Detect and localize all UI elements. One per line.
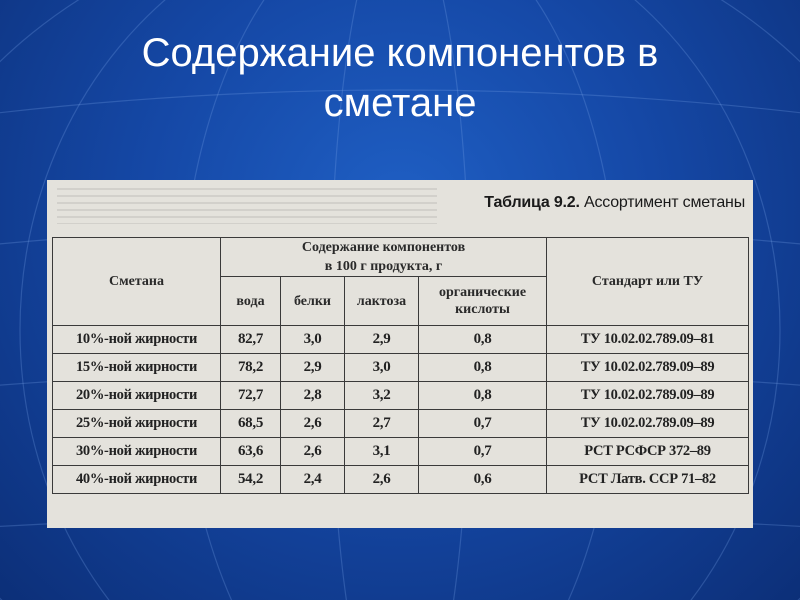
header-acids-line1: органические [438, 285, 527, 300]
slide-title: Содержание компонентов в сметане [141, 31, 659, 125]
header-acids-line2: кислоты [455, 302, 510, 317]
cell-water: 68,5 [221, 410, 281, 438]
table-caption-text: Ассортимент сметаны [583, 194, 745, 211]
cell-acids: 0,8 [419, 326, 547, 354]
cell-standard: РСТ РСФСР 372–89 [547, 438, 749, 466]
cell-water: 82,7 [221, 326, 281, 354]
cell-acids: 0,7 [419, 438, 547, 466]
cell-protein: 2,8 [281, 382, 345, 410]
faded-background-text [57, 188, 437, 224]
table-row [53, 382, 749, 410]
cell-standard: РСТ Латв. ССР 71–82 [547, 466, 749, 494]
cell-lactose: 3,2 [345, 382, 419, 410]
header-product: Сметана [53, 238, 221, 326]
cell-name: 30%-ной жирности [53, 438, 221, 466]
table-row [53, 410, 749, 438]
cell-acids: 0,8 [419, 382, 547, 410]
cell-standard: ТУ 10.02.02.789.09–89 [547, 382, 749, 410]
cell-protein: 2,9 [281, 354, 345, 382]
cell-standard: ТУ 10.02.02.789.09–89 [547, 354, 749, 382]
table-row [53, 466, 749, 494]
header-protein: белки [281, 277, 345, 326]
table-caption [484, 194, 745, 212]
header-standard: Стандарт или ТУ [547, 238, 749, 326]
cell-standard: ТУ 10.02.02.789.09–81 [547, 326, 749, 354]
cell-acids: 0,6 [419, 466, 547, 494]
header-components-group [221, 238, 547, 277]
cell-protein: 2,6 [281, 410, 345, 438]
header-lactose: лактоза [345, 277, 419, 326]
cell-lactose: 2,6 [345, 466, 419, 494]
cell-lactose: 2,7 [345, 410, 419, 438]
header-water: вода [221, 277, 281, 326]
cell-water: 54,2 [221, 466, 281, 494]
cell-name: 25%-ной жирности [53, 410, 221, 438]
cell-protein: 3,0 [281, 326, 345, 354]
table-caption-number: Таблица 9.2. [484, 194, 580, 211]
cell-lactose: 3,1 [345, 438, 419, 466]
cell-name: 20%-ной жирности [53, 382, 221, 410]
scanned-table-image [47, 180, 753, 528]
table-row [53, 438, 749, 466]
table-row [53, 326, 749, 354]
cell-name: 10%-ной жирности [53, 326, 221, 354]
cell-acids: 0,8 [419, 354, 547, 382]
cell-acids: 0,7 [419, 410, 547, 438]
cell-standard: ТУ 10.02.02.789.09–89 [547, 410, 749, 438]
cell-water: 72,7 [221, 382, 281, 410]
cell-lactose: 3,0 [345, 354, 419, 382]
cell-lactose: 2,9 [345, 326, 419, 354]
cell-water: 63,6 [221, 438, 281, 466]
cell-name: 40%-ной жирности [53, 466, 221, 494]
sour-cream-table [52, 237, 749, 494]
header-group-line2: в 100 г продукта, г [324, 259, 443, 274]
cell-protein: 2,4 [281, 466, 345, 494]
cell-water: 78,2 [221, 354, 281, 382]
header-organic-acids [419, 277, 547, 326]
cell-name: 15%-ной жирности [53, 354, 221, 382]
cell-protein: 2,6 [281, 438, 345, 466]
table-row [53, 354, 749, 382]
header-group-line1: Содержание компонентов [301, 240, 466, 255]
